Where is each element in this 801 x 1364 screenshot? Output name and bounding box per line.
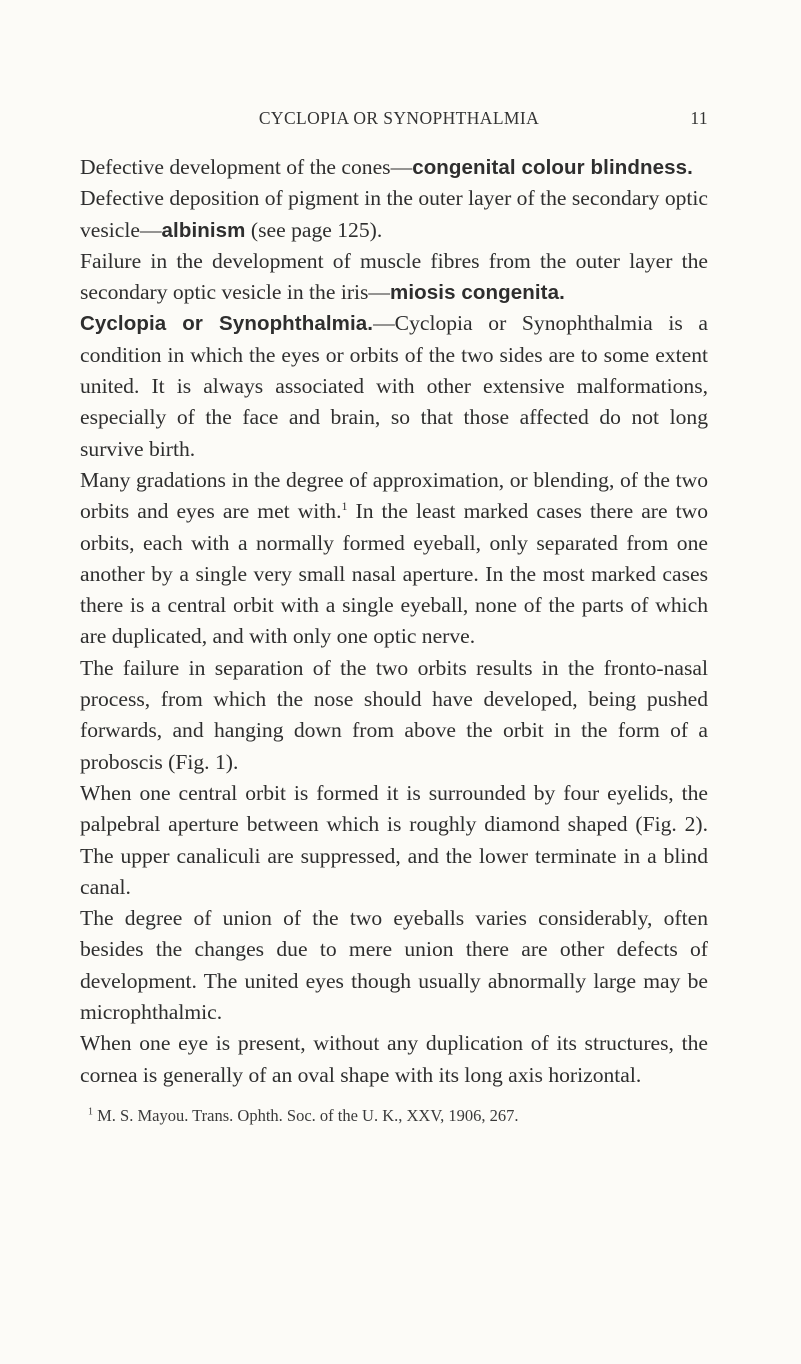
paragraph-union: The degree of union of the two eyeballs varies considerably, often besides the changes due to mere union there are other defects of development. The united eyes though usually abnormally large may be microphthalmic. (80, 906, 708, 1025)
paragraph-text: (see page 125). (245, 217, 383, 242)
paragraph-colour-blindness (80, 152, 708, 183)
footnote-mark: 1 (88, 1106, 93, 1118)
book-page (80, 108, 708, 1127)
paragraph-text: Many gradations in the degree of approximation, or blending, of the two orbits and eyes are met with. (80, 467, 708, 524)
paragraph-proboscis: The failure in separation of the two orbits results in the fronto-nasal process, from which the nose should have developed, being pushed forwards, and hanging down from above the orbit in the form of a proboscis (Fig. 1). (80, 655, 708, 774)
section-heading-cyclopia: Cyclopia or Synophthalmia. (80, 312, 374, 336)
paragraph-text: In the least marked cases there are two orbits, each with a normally formed eyeball, only separated from one another by a single very small nasal aperture. In the most marked cases there is a central orbit with a single eyeball, none of the parts of which are duplicated, and with only one optic nerve. (80, 499, 708, 649)
paragraph-cyclopia-definition (80, 308, 708, 464)
footnote-reference[interactable]: 1 (341, 499, 348, 514)
paragraph-eyelids: When one central orbit is formed it is surrounded by four eyelids, the palpebral aperture between which is roughly diamond shaped (Fig. 2). The upper canaliculi are suppressed, and the lower terminate in a blind canal. (80, 780, 708, 899)
paragraph-albinism (80, 183, 708, 246)
running-head-title: CYCLOPIA OR SYNOPHTHALMIA (258, 108, 540, 128)
paragraph-text: Defective development of the cones— (80, 155, 413, 179)
paragraph-miosis (80, 246, 708, 309)
footnote-text: M. S. Mayou. Trans. Ophth. Soc. of the U. K., XXV, 1906, 267. (97, 1105, 519, 1125)
paragraph-text: Failure in the development of muscle fibres from the outer layer the secondary optic vesicle in the iris— (80, 248, 708, 305)
bold-term-albinism: albinism (161, 218, 246, 242)
paragraph-single-eye: When one eye is present, without any duplication of its structures, the cornea is generally of an oval shape with its long axis horizontal. (80, 1031, 708, 1087)
body-text (80, 152, 708, 1091)
paragraph-gradations (80, 465, 708, 653)
paragraph-text: Defective deposition of pigment in the outer layer of the secondary optic vesicle— (80, 186, 708, 242)
paragraph-text: —Cyclopia or Synophthalmia is a condition in which the eyes or orbits of the two sides are to some extent united. It is always associated with other extensive malformations, especially of the face and brain, so that those affected do not long survive birth. (80, 311, 708, 461)
bold-term-miosis-congenita: miosis congenita. (390, 281, 565, 305)
bold-term-colour-blindness: congenital colour blindness. (412, 156, 693, 179)
running-head (80, 108, 708, 134)
page-number: 11 (690, 108, 708, 128)
footnote (80, 1105, 708, 1127)
